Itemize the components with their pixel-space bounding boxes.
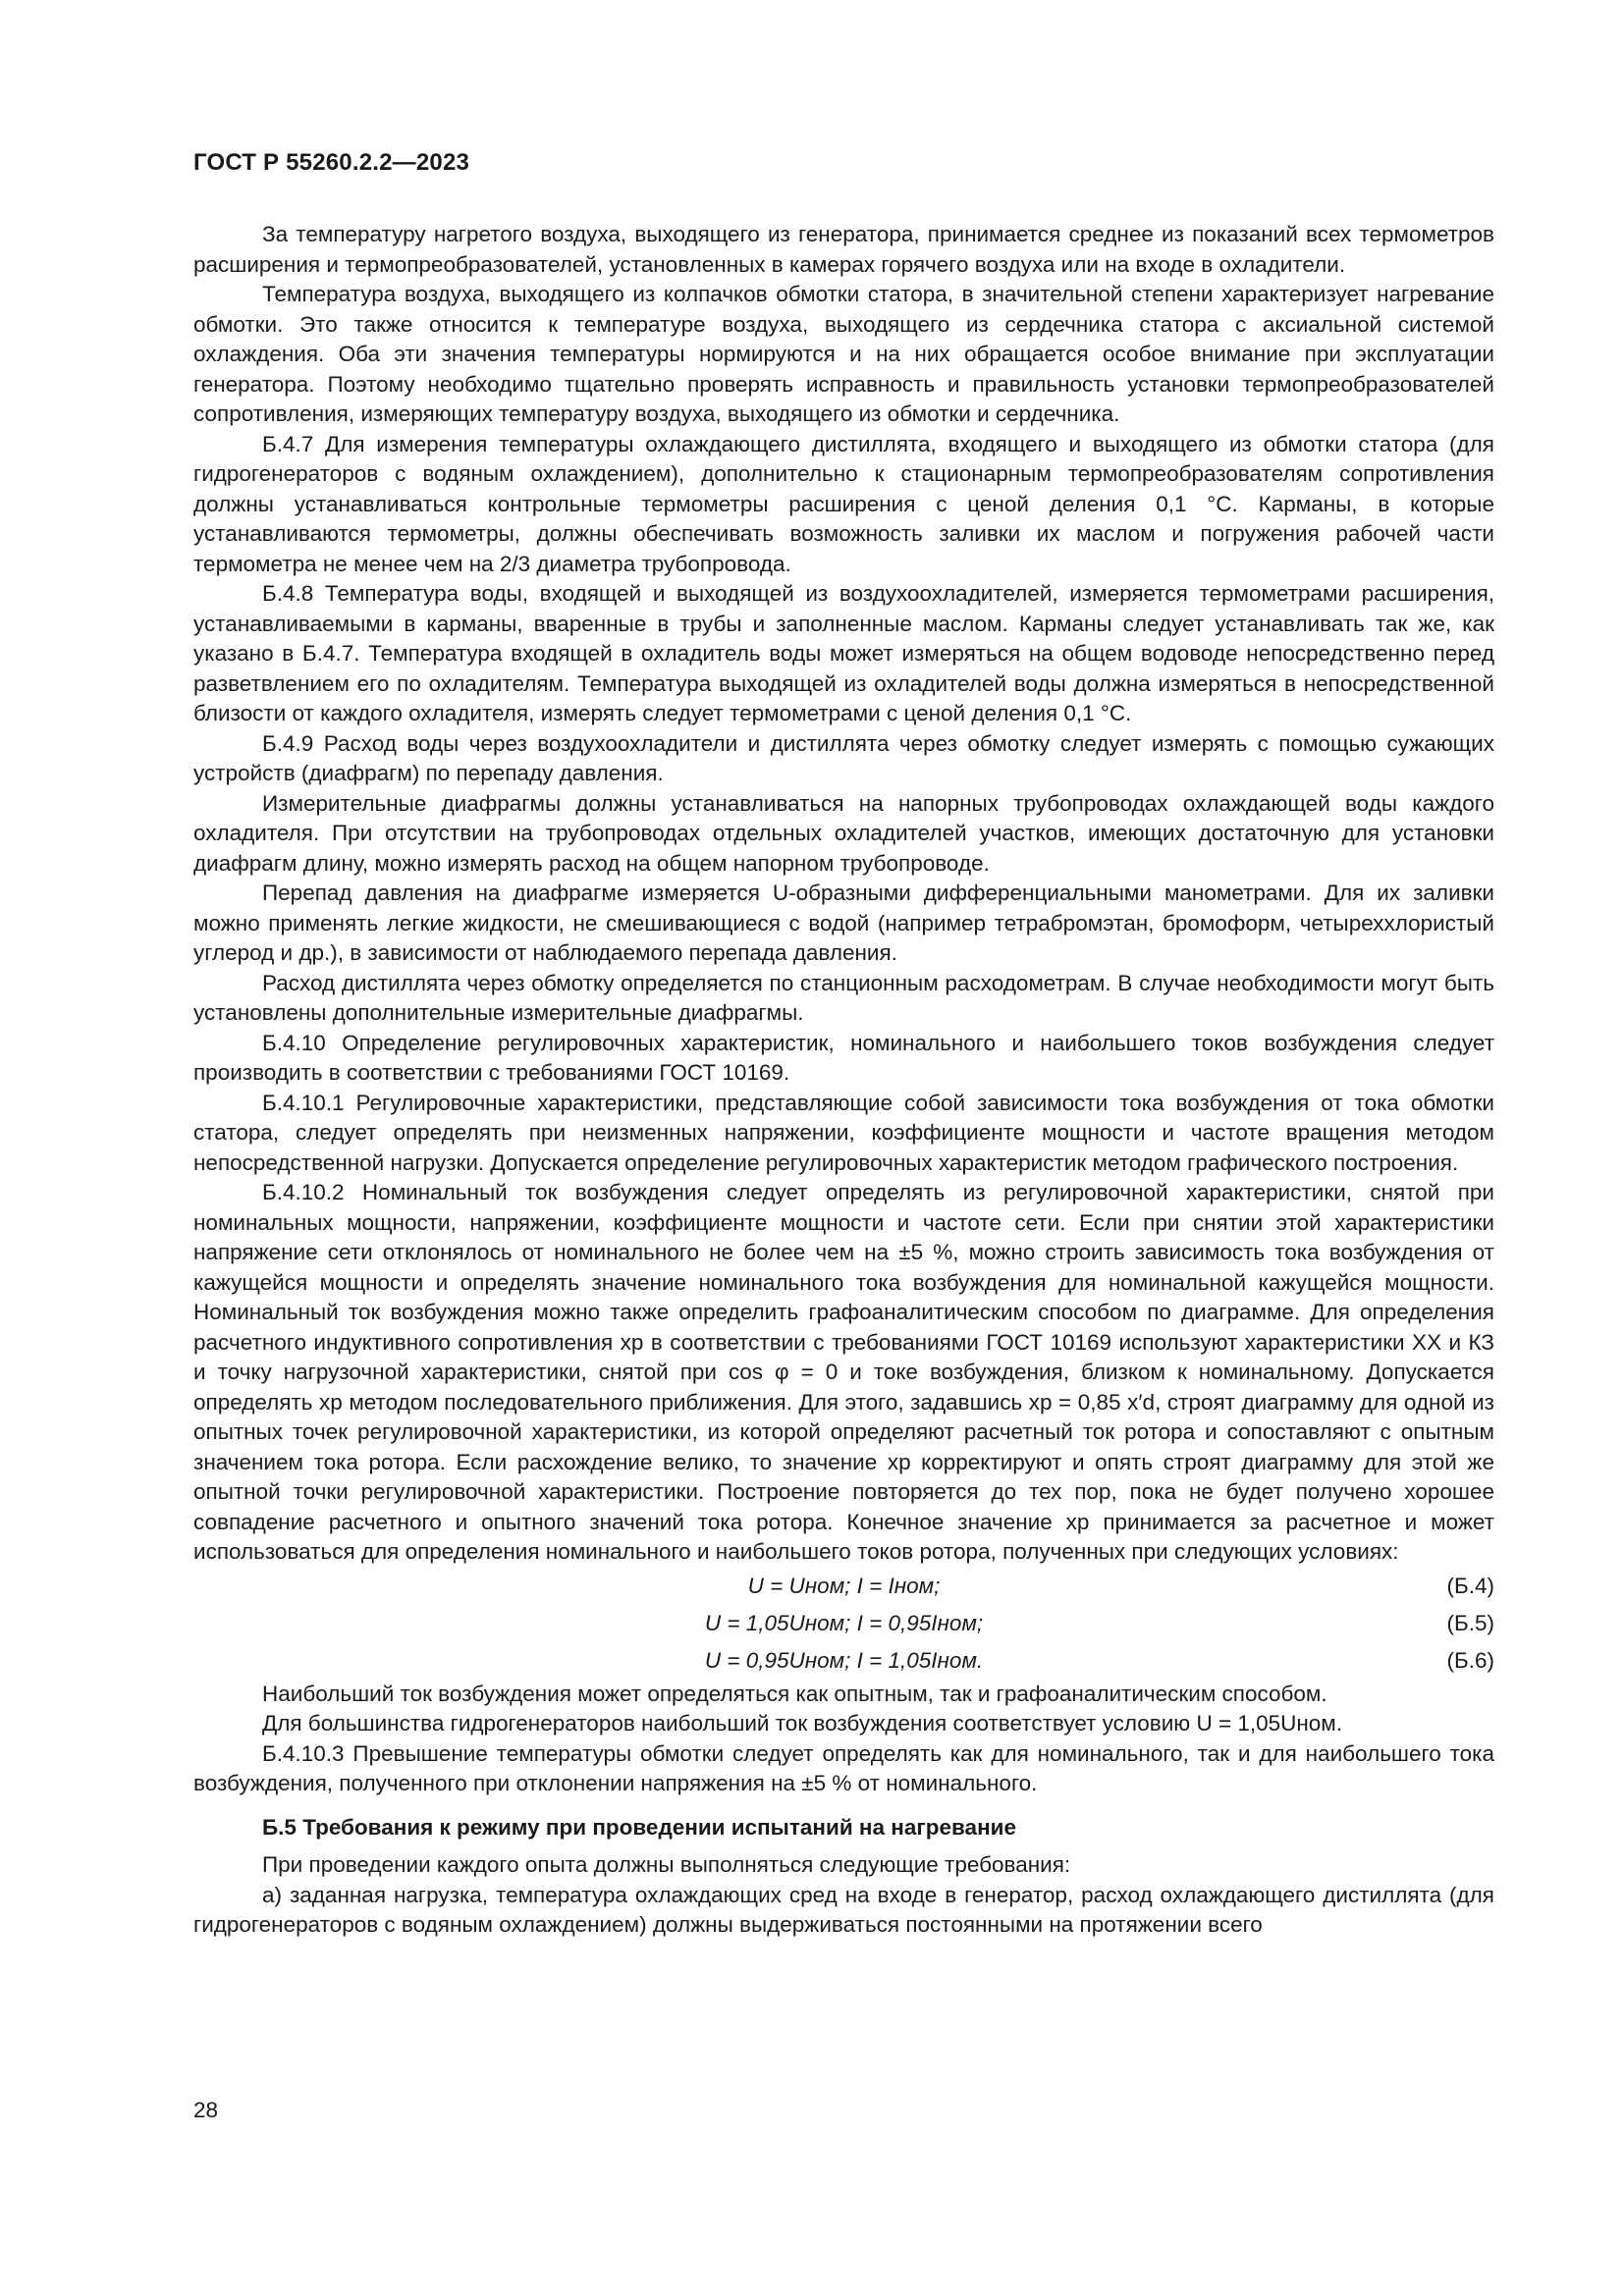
equation-number: (Б.6) [1446,1647,1494,1673]
equation-row [193,1605,1494,1642]
paragraph: Измерительные диафрагмы должны устанавливаться на напорных трубопроводах охлаждающей воды каждого охладителя. При отсутствии на трубопроводах отдельных охладителей участков, имеющих достаточную для установки диафрагм длину, можно измерять расход на общем напорном трубопроводе. [193,790,1494,876]
equation-row [193,1568,1494,1605]
equation-formula: U = Uном; I = Iном; [747,1573,941,1598]
paragraph: Б.4.8 Температура воды, входящей и выходящей из воздухоохладителей, измеряется термометрами расширения, устанавливаемыми в карманы, вваренные в трубы и заполненные маслом. Карманы следует устанавливать так же, как указано в Б.4.7. Температура входящей в охладитель воды может измеряться на общем водоводе непосредственно перед разветвлением его по охладителям. Температура выходящей из охладителей воды должна измеряться в непосредственной близости от каждого охладителя, измерять следует термометрами с ценой деления 0,1 °С. [193,581,1494,725]
paragraph: Перепад давления на диафрагме измеряется U-образными дифференциальными манометрами. Для их заливки можно применять легкие жидкости, не смешивающиеся с водой (например тетрабромэтан, бромоформ, четыреххлористый углерод и др.), в зависимости от наблюдаемого перепада давления. [193,881,1494,965]
paragraph: За температуру нагретого воздуха, выходящего из генератора, принимается среднее из показаний всех термометров расширения и термопреобразователей, установленных в камерах горячего воздуха или на входе в охладители. [193,222,1494,277]
equation-row [193,1642,1494,1680]
paragraph: При проведении каждого опыта должны выполняться следующие требования: [262,1852,1071,1877]
equation-number: (Б.4) [1446,1573,1494,1598]
paragraph: Б.4.10 Определение регулировочных характеристик, номинального и наибольшего токов возбуждения следует производить в соответствии с требованиями ГОСТ 10169. [193,1030,1494,1085]
paragraph: Б.4.10.1 Регулировочные характеристики, представляющие собой зависимости тока возбуждения от тока обмотки статора, следует определять при неизменных напряжении, коэффициенте мощности и частоте вращения методом непосредственной нагрузки. Допускается определение регулировочных характеристик методом графического построения. [193,1090,1494,1175]
equation-formula: U = 0,95Uном; I = 1,05Iном. [704,1647,984,1673]
document-body [193,220,1494,1941]
paragraph: Б.4.7 Для измерения температуры охлаждающего дистиллята, входящего и выходящего из обмотки статора (для гидрогенераторов с водяным охлаждением), дополнительно к стационарным термопреобразователям сопротивления должны устанавливаться контрольные термометры расширения с ценой деления 0,1 °С. Карманы, в которые устанавливаются термометры, должны обеспечивать возможность заливки их маслом и погружения рабочей части термометра не менее чем на 2/3 диаметра трубопровода. [193,431,1494,576]
equation-formula: U = 1,05Uном; I = 0,95Iном; [704,1610,984,1635]
paragraph: Б.4.9 Расход воды через воздухоохладители и дистиллята через обмотку следует измерять с помощью сужающих устройств (диафрагм) по перепаду давления. [193,730,1494,785]
paragraph: а) заданная нагрузка, температура охлаждающих сред на входе в генератор, расход охлаждающего дистиллята (для гидрогенераторов с водяным охлаждением) должны выдерживаться постоянными на протяжении всего [193,1882,1494,1937]
paragraph: Для большинства гидрогенераторов наибольший ток возбуждения соответствует условию U = 1,05Uном. [262,1711,1343,1735]
page-number: 28 [193,2098,219,2122]
document-header: ГОСТ Р 55260.2.2—2023 [193,149,470,176]
paragraph: Температура воздуха, выходящего из колпачков обмотки статора, в значительной степени характеризует нагревание обмотки. Это также относится к температуре воздуха, выходящего из сердечника статора с аксиальной системой охлаждения. Оба эти значения температуры нормируются и на них обращается особое внимание при эксплуатации генератора. Поэтому необходимо тщательно проверять исправность и правильность установки термопреобразователей сопротивления, измеряющих температуру воздуха, выходящего из обмотки и сердечника. [193,282,1494,426]
section-heading: Б.5 Требования к режиму при проведении испытаний на нагревание [262,1814,1016,1840]
paragraph: Расход дистиллята через обмотку определяется по станционным расходометрам. В случае необходимости могут быть установлены дополнительные измерительные диафрагмы. [193,970,1494,1025]
paragraph: Б.4.10.2 Номинальный ток возбуждения следует определять из регулировочной характеристики, снятой при номинальных мощности, напряжении, коэффициенте мощности и частоте сети. Если при снятии этой характеристики напряжение сети отклонялось от номинального не более чем на ±5 %, можно строить зависимость тока возбуждения от кажущейся мощности и определять значение номинального тока возбуждения для номинальной кажущейся мощности. Номинальный ток возбуждения можно также определить графоаналитическим способом по диаграмме. Для определения расчетного индуктивного сопротивления xp в соответствии с требованиями ГОСТ 10169 используют характеристики ХХ и КЗ и точку нагрузочной характеристики, снятой при cos φ = 0 и токе возбуждения, близком к номинальному. Допускается определять xp методом последовательного приближения. Для этого, задавшись xp = 0,85 x′d, строят диаграмму для одной из опытных точек регулировочной характеристики, из которой определяют расчетный ток ротора и сопоставляют с опытным значением тока ротора. Если расхождение велико, то значение xp корректируют и опять строят диаграмму для этой же опытной точки регулировочной характеристики. Построение повторяется до тех пор, пока не будет получено хорошее совпадение расчетного и опытного значений тока ротора. Конечное значение xp принимается за расчетное и может использоваться для определения номинального и наибольшего токов ротора, полученных при следующих условиях: [193,1180,1494,1564]
equation-number: (Б.5) [1446,1610,1494,1635]
paragraph: Наибольший ток возбуждения может определяться как опытным, так и графоаналитическим способом. [262,1681,1327,1706]
paragraph: Б.4.10.3 Превышение температуры обмотки следует определять как для номинального, так и для наибольшего тока возбуждения, полученного при отклонении напряжения на ±5 % от номинального. [193,1740,1494,1795]
